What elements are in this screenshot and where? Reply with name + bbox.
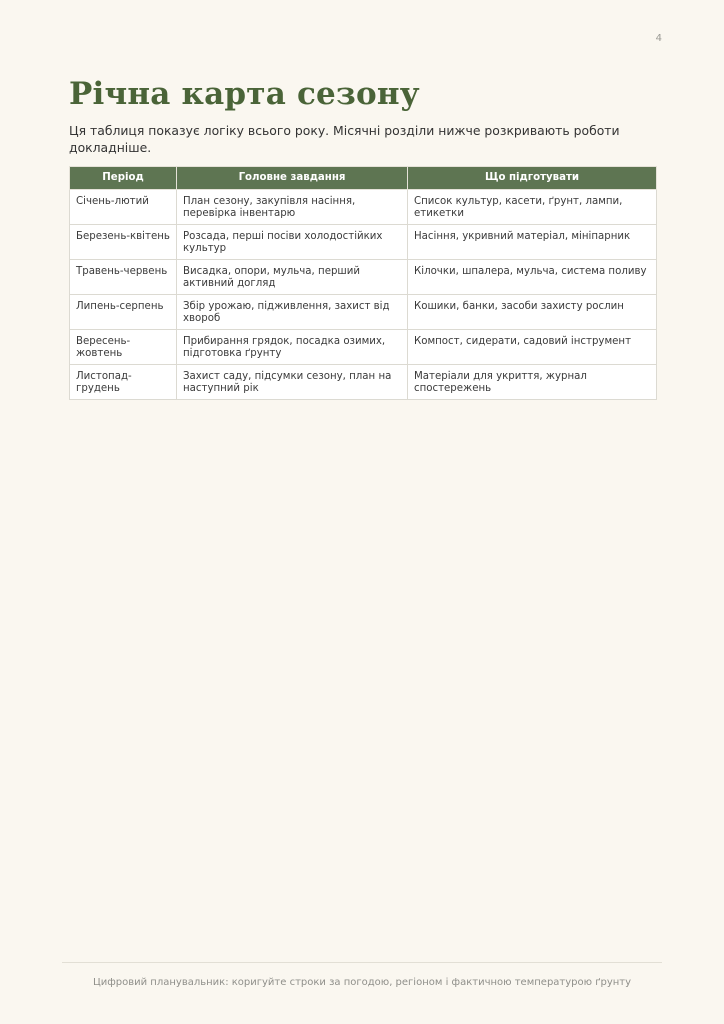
cell-period: Травень-червень bbox=[70, 260, 177, 295]
column-header-prepare: Що підготувати bbox=[408, 167, 657, 190]
cell-prepare: Насіння, укривний матеріал, мініпарник bbox=[408, 225, 657, 260]
page-number: 4 bbox=[655, 33, 662, 44]
cell-period: Листопад-грудень bbox=[70, 365, 177, 400]
cell-main-task: Прибирання грядок, посадка озимих, підготовка ґрунту bbox=[177, 330, 408, 365]
column-header-period: Період bbox=[70, 167, 177, 190]
cell-main-task: Збір урожаю, підживлення, захист від хвороб bbox=[177, 295, 408, 330]
table-row bbox=[70, 330, 657, 365]
cell-prepare: Компост, сидерати, садовий інструмент bbox=[408, 330, 657, 365]
cell-main-task: Розсада, перші посіви холодостійких культур bbox=[177, 225, 408, 260]
column-header-main-task: Головне завдання bbox=[177, 167, 408, 190]
table-row bbox=[70, 365, 657, 400]
table-header bbox=[70, 167, 657, 190]
page-footer: Цифровий планувальник: коригуйте строки за погодою, регіоном і фактичною температурою ґрунту bbox=[92, 977, 632, 988]
cell-prepare: Кошики, банки, засоби захисту рослин bbox=[408, 295, 657, 330]
cell-prepare: Кілочки, шпалера, мульча, система поливу bbox=[408, 260, 657, 295]
table-row bbox=[70, 190, 657, 225]
cell-prepare: Матеріали для укриття, журнал спостережень bbox=[408, 365, 657, 400]
cell-period: Вересень-жовтень bbox=[70, 330, 177, 365]
table-header-row bbox=[70, 167, 657, 190]
table-row bbox=[70, 260, 657, 295]
table-row bbox=[70, 225, 657, 260]
cell-period: Березень-квітень bbox=[70, 225, 177, 260]
cell-main-task: Захист саду, підсумки сезону, план на наступний рік bbox=[177, 365, 408, 400]
intro-paragraph: Ця таблиця показує логіку всього року. Місячні розділи нижче розкривають роботи докладніше. bbox=[69, 123, 620, 155]
cell-period: Липень-серпень bbox=[70, 295, 177, 330]
season-plan-table bbox=[69, 166, 657, 400]
table-row bbox=[70, 295, 657, 330]
cell-period: Січень-лютий bbox=[70, 190, 177, 225]
footer-divider bbox=[62, 962, 662, 963]
cell-main-task: Висадка, опори, мульча, перший активний догляд bbox=[177, 260, 408, 295]
cell-prepare: Список культур, касети, ґрунт, лампи, етикетки bbox=[408, 190, 657, 225]
cell-main-task: План сезону, закупівля насіння, перевірка інвентарю bbox=[177, 190, 408, 225]
table-body bbox=[70, 190, 657, 400]
page-title: Річна карта сезону bbox=[69, 76, 420, 112]
